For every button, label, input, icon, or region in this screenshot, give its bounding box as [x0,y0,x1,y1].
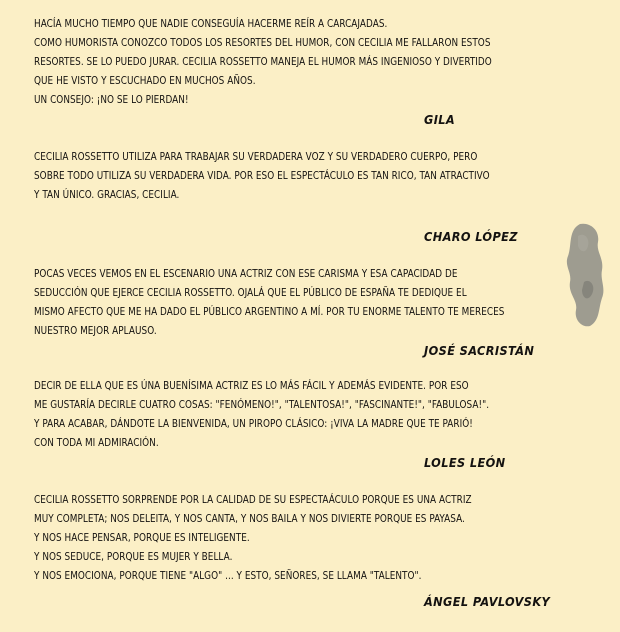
text-line: Y NOS SEDUCE, PORQUE ES MUJER Y BELLA. [34,551,233,563]
signature-angel-pavlovsky: ÁNGEL PAVLOVSKY [424,594,551,609]
signature-charo-lopez: CHARO LÓPEZ [424,229,518,244]
signature-gila: GILA [424,112,456,127]
testimonial-loles-leon [34,377,612,453]
text-line: COMO HUMORISTA CONOZCO TODOS LOS RESORTES DEL HUMOR, CON CECILIA ME FALLARON ESTOS [34,37,491,49]
text-line: Y NOS EMOCIONA, PORQUE TIENE "ALGO" ... Y ESTO, SEÑORES, SE LLAMA "TALENTO". [34,570,422,582]
testimonial-angel-pavlovsky [34,491,612,586]
text-line: SEDUCCIÓN QUE EJERCE CECILIA ROSSETTO. OJALÁ QUE EL PÚBLICO DE ESPAÑA TE DEDIQUE EL [34,287,467,299]
text-line: Y NOS HACE PENSAR, PORQUE ES INTELIGENTE. [34,532,250,544]
text-line: CECILIA ROSSETTO UTILIZA PARA TRABAJAR SU VERDADERA VOZ Y SU VERDADERO CUERPO, PERO [34,151,478,163]
text-line: UN CONSEJO: ¡NO SE LO PIERDAN! [34,94,189,106]
text-line: MUY COMPLETA; NOS DELEITA, Y NOS CANTA, Y NOS BAILA Y NOS DIVIERTE PORQUE ES PAYASA. [34,513,465,525]
text-line: Y PARA ACABAR, DÁNDOTE LA BIENVENIDA, UN PIROPO CLÁSICO: ¡VIVA LA MADRE QUE TE PARIÓ! [34,418,473,430]
text-line: NUESTRO MEJOR APLAUSO. [34,325,157,337]
text-line: SOBRE TODO UTILIZA SU VERDADERA VIDA. POR ESO EL ESPECTÁCULO ES TAN RICO, TAN ATRACTIVO [34,170,490,182]
signature-loles-leon: LOLES LEÓN [424,455,506,470]
text-line: MISMO AFECTO QUE ME HA DADO EL PÚBLICO ARGENTINO A MÍ. POR TU ENORME TALENTO TE MERECES [34,306,505,318]
text-line: QUE HE VISTO Y ESCUCHADO EN MUCHOS AÑOS. [34,75,256,87]
text-line: HACÍA MUCHO TIEMPO QUE NADIE CONSEGUÍA HACERME REÍR A CARCAJADAS. [34,18,388,30]
testimonial-gila [34,15,612,110]
text-line: RESORTES. SE LO PUEDO JURAR. CECILIA ROSSETTO MANEJA EL HUMOR MÁS INGENIOSO Y DIVERTIDO [34,56,492,68]
text-line: POCAS VECES VEMOS EN EL ESCENARIO UNA ACTRIZ CON ESE CARISMA Y ESA CAPACIDAD DE [34,268,458,280]
signature-jose-sacristan: JOSÉ SACRISTÁN [424,343,535,358]
testimonial-jose-sacristan [34,265,612,341]
text-line: CON TODA MI ADMIRACIÓN. [34,437,159,449]
testimonial-charo-lopez [34,148,612,205]
text-line: DECIR DE ELLA QUE ES ÚNA BUENÍSIMA ACTRIZ ES LO MÁS FÁCIL Y ADEMÁS EVIDENTE. POR ESO [34,380,469,392]
text-line: CECILIA ROSSETTO SORPRENDE POR LA CALIDAD DE SU ESPECTAÁCULO PORQUE ES UNA ACTRIZ [34,494,472,506]
text-line: Y TAN ÚNICO. GRACIAS, CECILIA. [34,189,180,201]
text-line: ME GUSTARÍA DECIRLE CUATRO COSAS: "FENÓMENO!", "TALENTOSA!", "FASCINANTE!", "FABULOSA!". [34,399,490,411]
